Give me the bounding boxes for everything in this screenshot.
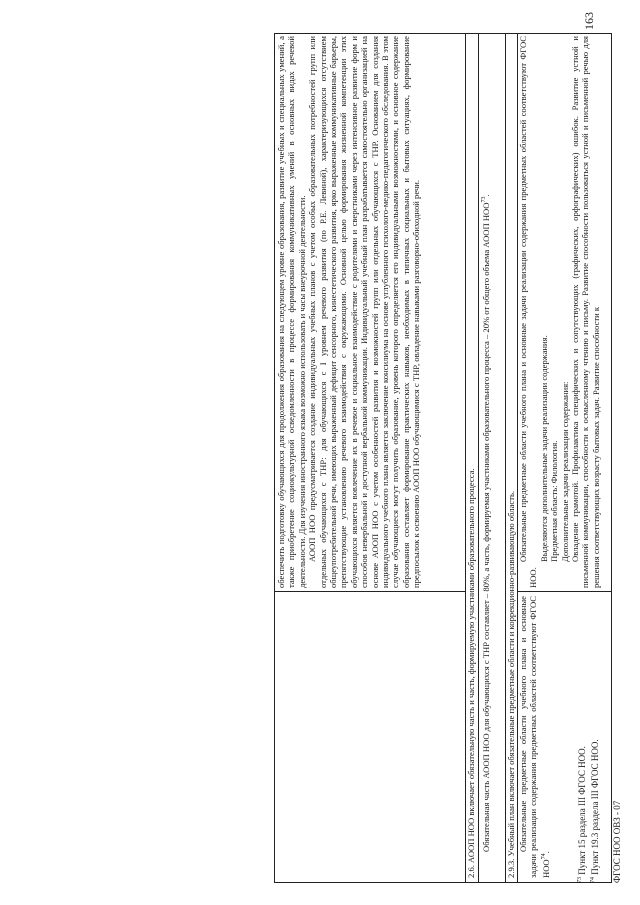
footnotes [575,483,601,883]
section-2-6-heading: 2.6. АООП НОО включает обязательную часть и часть, формируемую участниками образовательного процесса. [466,468,476,878]
document-table [274,33,612,883]
footnote: $^{74}$ Пункт 19.3 раздела III ФГОС НОО. [590,739,600,883]
page-footer: ФГОС НОО ОВЗ - 07 [612,800,622,883]
section-2-6-body: Обязательная часть АООП НОО для обучающихся с ТНР составляет – 80%, а часть, формируемая участниками образовательного процесса – 20% от общего объема АООП НОО$^{73}$. [480,194,491,852]
bottom-left-cell: Обязательные предметные области учебного плана и основные задачи реализации содержания предметных областей соответствуют ФГОС НОО$^{74}$. [518,596,551,878]
paragraph: обеспечить подготовку обучающихся для продолжения образования на следующем уровне образования, развитие учебных и специальных умений, а также приобретение социокультурной осведомленности в процессе формирования коммуникативных умений в основных видах речевой деятельности. Для изучения иностранного языка возможно использовать и часы внеурочной деятельности. [276,36,307,588]
paragraph: Дополнительные задачи реализации содержания: [559,381,570,562]
footnote-mark: 74 [540,853,547,860]
paragraph: Овладение грамотой. Профилактика специфических и сопутствующих (графических, орфографических) ошибок. Развитие устной и письменной коммуникации, способности к осмысленному чтению и письму. Развитие способности пользоваться устной и письменной речью для решения соответствующих возрасту бытовых задач. Развитие способности к [570,36,601,588]
paragraph: Обязательные предметные области учебного плана и основные задачи реализации содержания предметных областей соответствуют ФГОС НОО. [518,36,539,588]
page-number: 163 [582,12,596,30]
paragraph: Выделяются дополнительные задачи реализации содержания. [538,335,549,562]
bottom-left-text: Обязательные предметные области учебного плана и основные задачи реализации содержания предметных областей соответствуют ФГОС НОО [518,596,551,878]
section-2-9-3-heading: 2.9.3. Учебный план включает обязательные предметные области и коррекционно-развивающую область. [506,490,516,878]
paragraph: АООП НОО предусматривается создание индивидуальных учебных планов с учетом особых образовательных потребностей групп или отдельных обучающихся с ТНР: для обучающихся с I уровнем речевого развития (по Р.Е. Левиной), характеризующихся отсутствием общеупотребительной речи, имеющих выраженный дефицит сенсорного, кинестетического развития, ярко выраженные коммуникативные барьеры, препятствующие установлению речевого взаимодействия с окружающими. Основной целью формирования жизненной компетенции этих обучающихся является вовлечение их в речевое и социальное взаимодействие с родителями и сверстниками через интенсивное развитие форм и способов невербальной и доступной вербальной коммуникации. Индивидуальный учебный план разрабатывается самостоятельно организацией на основе АООП НОО с учетом особенностей развития и возможностей групп или отдельных обучающихся с ТНР. Основанием для создания индивидуального учебного плана является заключение консилиума на основе углубленного психолого-медико-педагогического обследования. В этом случае обучающиеся могут получить образование, уровень которого определяется его индивидуальными возможностями, и основное содержание образования составляет формирование практических навыков, необходимых в типичных социальных и бытовых ситуациях, формирование предпосылок к освоению АООП НОО обучающимися с ТНР, овладение навыками разговорно-обиходной речи. [307,36,422,588]
footnote: $^{73}$ Пункт 15 раздела III ФГОС НОО. [577,746,587,883]
paragraph: Предметная область: Филология. [549,440,560,562]
section-2-6-text: Обязательная часть АООП НОО для обучающихся с ТНР составляет – 80%, а часть, формируемая участниками образовательного процесса – 20% от общего объема АООП НОО [480,202,491,852]
top-right-cell [275,32,465,592]
footnote-mark: 73 [481,196,487,203]
